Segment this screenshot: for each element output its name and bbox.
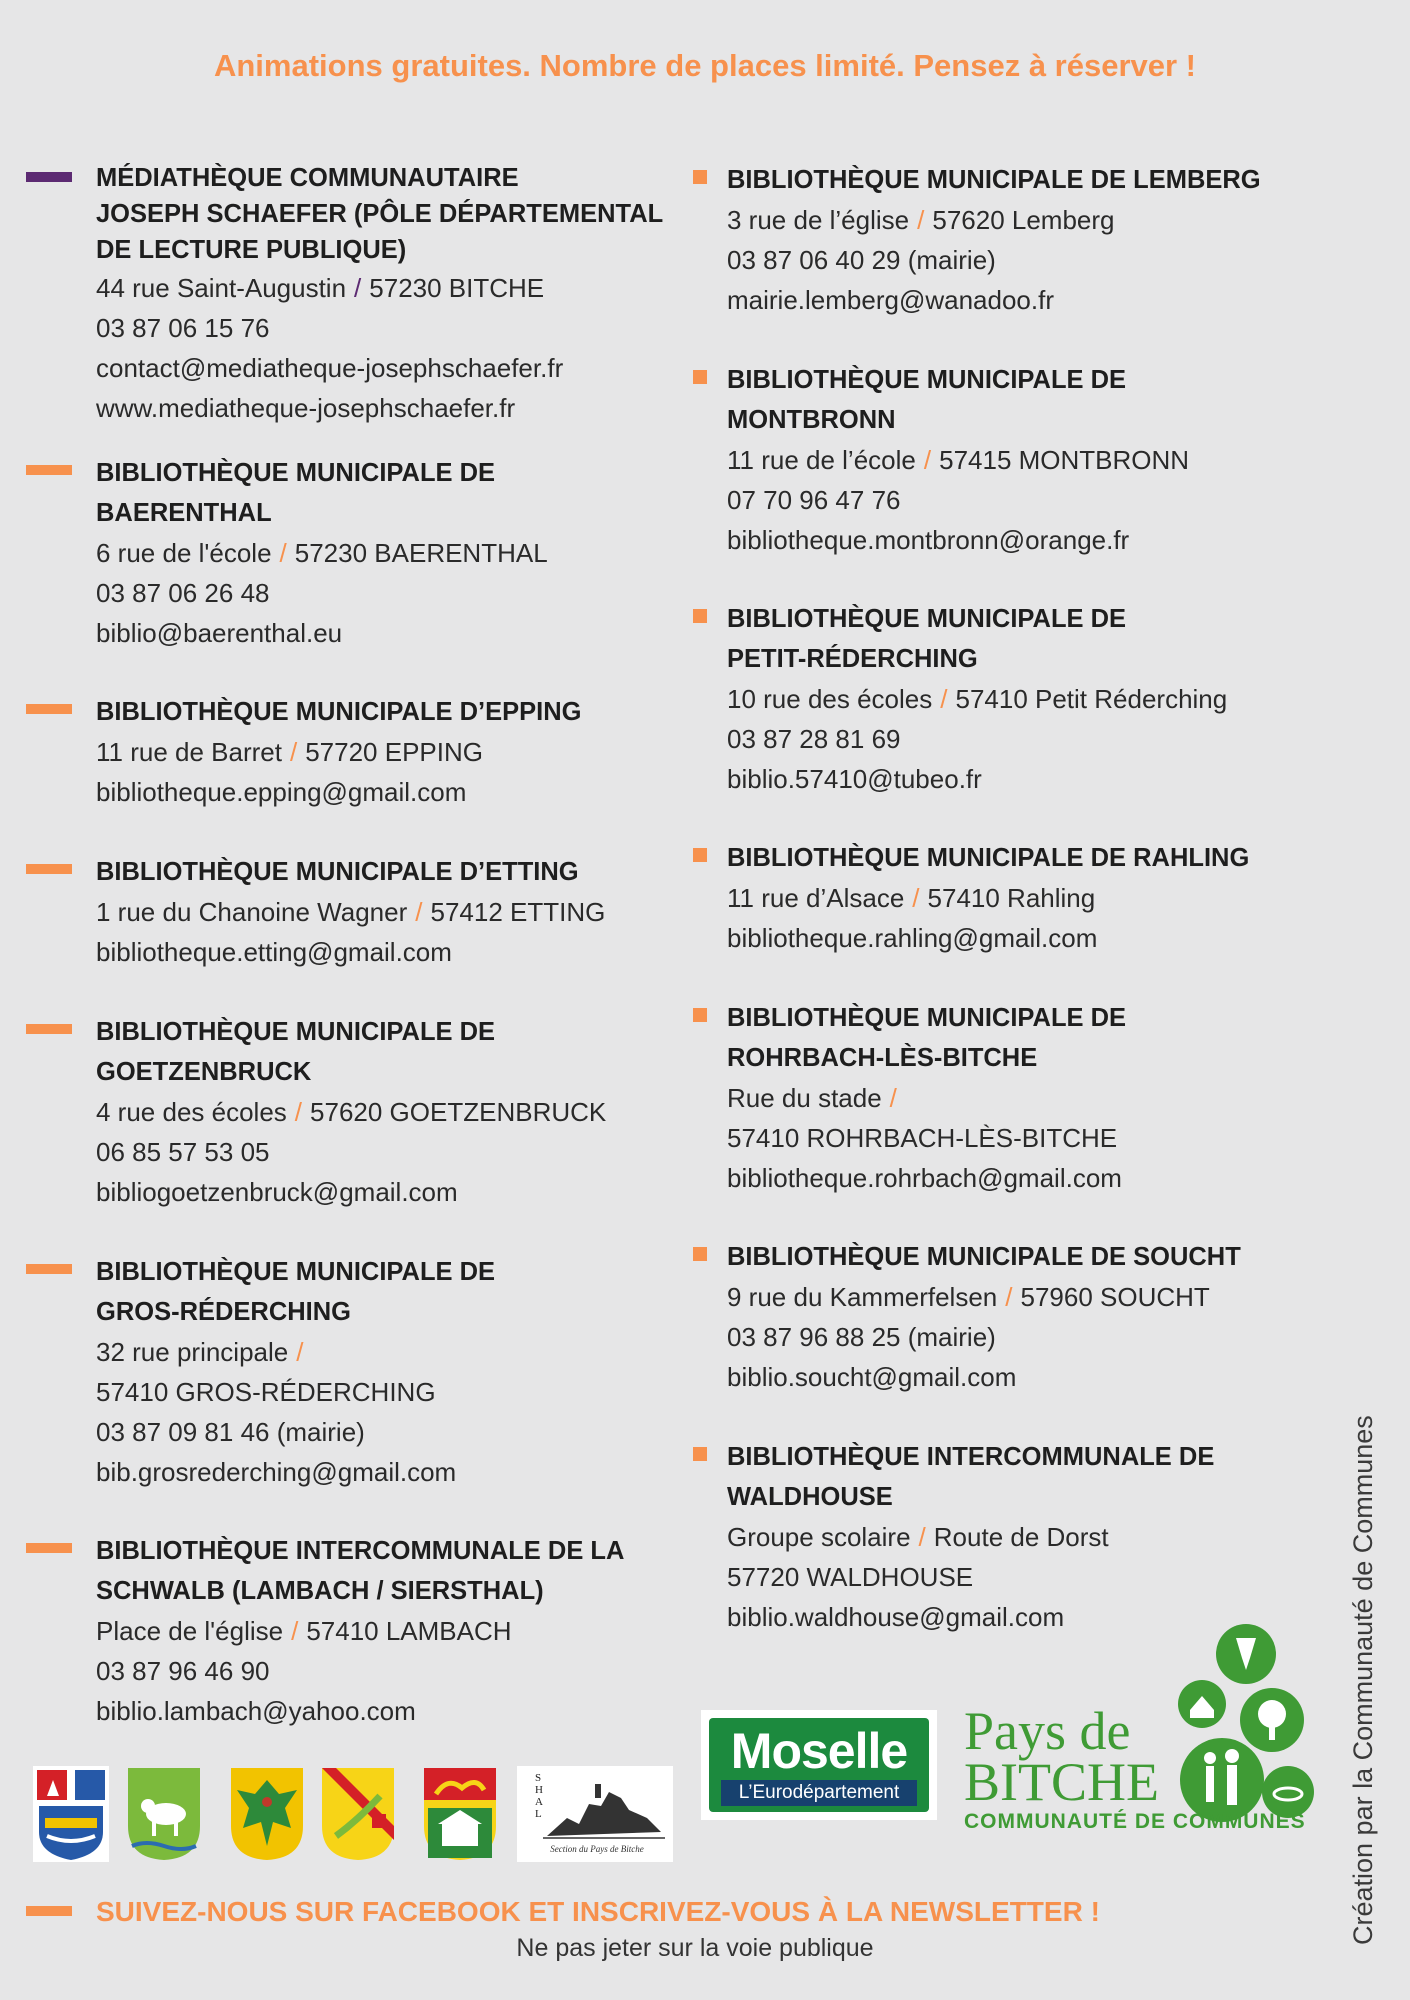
- library-entry: [692, 599, 1332, 838]
- library-entry: [26, 453, 686, 692]
- orange-marker-icon: [26, 704, 72, 714]
- moselle-badge: [709, 1718, 929, 1812]
- library-address: 10 rue des écoles / 57410 Petit Réderching: [727, 684, 1228, 714]
- library-address: 11 rue de Barret / 57720 EPPING: [96, 737, 483, 767]
- library-entry: [26, 1012, 686, 1252]
- library-entry: [692, 838, 1332, 998]
- lion-crest-icon: [422, 1766, 498, 1862]
- library-address-city: 57410 ROHRBACH-LÈS-BITCHE: [727, 1123, 1118, 1153]
- shal-castle-logo: [517, 1766, 673, 1862]
- library-address: 11 rue de l’école / 57415 MONTBRONN: [727, 445, 1190, 475]
- library-title: ROHRBACH-LÈS-BITCHE: [727, 1044, 1038, 1072]
- library-email[interactable]: bibliotheque.epping@gmail.com: [96, 777, 467, 807]
- library-email[interactable]: biblio.lambach@yahoo.com: [96, 1696, 416, 1726]
- library-phone: 03 87 96 46 90: [96, 1656, 270, 1686]
- library-phone: 03 87 09 81 46 (mairie): [96, 1417, 365, 1447]
- library-title: BAERENTHAL: [96, 499, 272, 527]
- library-address: 9 rue du Kammerfelsen / 57960 SOUCHT: [727, 1282, 1210, 1312]
- footer-marker-icon: [26, 1906, 72, 1916]
- library-entry: [692, 1437, 1332, 1637]
- library-address: Rue du stade /: [727, 1083, 897, 1113]
- shal-caption: Section du Pays de Bitche: [550, 1844, 644, 1854]
- orange-square-icon: [693, 370, 707, 384]
- library-email[interactable]: biblio.waldhouse@gmail.com: [727, 1602, 1065, 1632]
- orange-square-icon: [693, 170, 707, 184]
- library-title: BIBLIOTHÈQUE MUNICIPALE DE: [96, 459, 496, 487]
- library-address: 4 rue des écoles / 57620 GOETZENBRUCK: [96, 1097, 607, 1127]
- library-entry: [692, 998, 1332, 1237]
- library-title: MÉDIATHÈQUE COMMUNAUTAIRE: [96, 164, 519, 192]
- moselle-tagline: L’Eurodépartement: [721, 1780, 917, 1806]
- library-email[interactable]: bibliotheque.rohrbach@gmail.com: [727, 1163, 1122, 1193]
- orange-square-icon: [693, 1447, 707, 1461]
- orange-marker-icon: [26, 1264, 72, 1274]
- bitche-crest-icon: [33, 1766, 109, 1862]
- library-email[interactable]: bibliotheque.montbronn@orange.fr: [727, 525, 1130, 555]
- library-title: DE LECTURE PUBLIQUE): [96, 236, 407, 264]
- library-website[interactable]: www.mediatheque-josephschaefer.fr: [96, 393, 516, 423]
- eagle-crest-icon: [229, 1766, 305, 1862]
- library-phone: 03 87 06 26 48: [96, 578, 270, 608]
- library-phone: 03 87 06 15 76: [96, 313, 270, 343]
- library-title: BIBLIOTHÈQUE INTERCOMMUNALE DE LA: [96, 1537, 625, 1565]
- library-title: GROS-RÉDERCHING: [96, 1298, 352, 1326]
- library-email[interactable]: biblio.soucht@gmail.com: [727, 1362, 1017, 1392]
- purple-marker-icon: [26, 172, 72, 182]
- library-title: BIBLIOTHÈQUE MUNICIPALE DE: [727, 1004, 1127, 1032]
- vertical-credit: Création par la Communauté de Communes: [1348, 1415, 1378, 1945]
- library-entry: [692, 160, 1332, 360]
- library-title: JOSEPH SCHAEFER (PÔLE DÉPARTEMENTAL: [96, 200, 664, 228]
- orange-marker-icon: [26, 465, 72, 475]
- baerenthal-ram-crest-icon: [126, 1766, 202, 1862]
- library-email[interactable]: bibliogoetzenbruck@gmail.com: [96, 1177, 458, 1207]
- pays-de-line: Pays de: [964, 1701, 1131, 1761]
- library-title: SCHWALB (LAMBACH / SIERSTHAL): [96, 1577, 544, 1605]
- library-title: BIBLIOTHÈQUE MUNICIPALE DE LEMBERG: [727, 166, 1261, 194]
- library-address: 6 rue de l'école / 57230 BAERENTHAL: [96, 538, 548, 568]
- shal-vertical-text: SHAL: [535, 1772, 543, 1820]
- library-title: BIBLIOTHÈQUE MUNICIPALE DE SOUCHT: [727, 1243, 1241, 1271]
- library-address: 44 rue Saint-Augustin / 57230 BITCHE: [96, 273, 545, 303]
- library-entry: [26, 160, 686, 456]
- library-address-city: 57410 GROS-RÉDERCHING: [96, 1377, 436, 1407]
- orange-square-icon: [693, 1247, 707, 1261]
- library-title: GOETZENBRUCK: [96, 1058, 312, 1086]
- library-entry: [692, 1237, 1332, 1437]
- orange-marker-icon: [26, 1543, 72, 1553]
- library-email[interactable]: bibliotheque.rahling@gmail.com: [727, 923, 1098, 953]
- pays-de-bitche-logo: [960, 1620, 1320, 1840]
- footer-title[interactable]: SUIVEZ-NOUS SUR FACEBOOK ET INSCRIVEZ-VOUS À LA NEWSLETTER !: [96, 1896, 1100, 1927]
- library-title: BIBLIOTHÈQUE MUNICIPALE DE: [727, 605, 1127, 633]
- library-phone: 03 87 28 81 69: [727, 724, 901, 754]
- library-list-left: [26, 160, 686, 1731]
- library-list-right: [692, 160, 1332, 1637]
- library-email[interactable]: bibliotheque.etting@gmail.com: [96, 937, 452, 967]
- library-entry: [692, 360, 1332, 599]
- bitche-line: BITCHE: [964, 1752, 1159, 1812]
- library-title: WALDHOUSE: [727, 1483, 893, 1511]
- library-address: 3 rue de l’église / 57620 Lemberg: [727, 205, 1115, 235]
- library-address: Place de l'église / 57410 LAMBACH: [96, 1616, 512, 1646]
- moselle-word: Moselle: [730, 1723, 908, 1779]
- library-entry: [26, 852, 686, 1012]
- library-phone: 03 87 96 88 25 (mairie): [727, 1322, 996, 1352]
- orange-square-icon: [693, 609, 707, 623]
- library-address: 32 rue principale /: [96, 1337, 304, 1367]
- library-entry: [26, 1252, 686, 1531]
- library-phone: 06 85 57 53 05: [96, 1137, 270, 1167]
- lorraine-crest-icon: [320, 1766, 396, 1862]
- library-title: BIBLIOTHÈQUE MUNICIPALE DE: [96, 1258, 496, 1286]
- library-email[interactable]: mairie.lemberg@wanadoo.fr: [727, 285, 1054, 315]
- library-phone: 07 70 96 47 76: [727, 485, 901, 515]
- library-title: BIBLIOTHÈQUE MUNICIPALE DE RAHLING: [727, 844, 1250, 872]
- library-address-city: 57720 WALDHOUSE: [727, 1562, 974, 1592]
- library-address: 1 rue du Chanoine Wagner / 57412 ETTING: [96, 897, 606, 927]
- footer-subtitle: Ne pas jeter sur la voie publique: [516, 1934, 874, 1962]
- library-email[interactable]: biblio.57410@tubeo.fr: [727, 764, 982, 794]
- orange-square-icon: [693, 1008, 707, 1022]
- banner-notice: Animations gratuites. Nombre de places limité. Pensez à réserver !: [213, 48, 1197, 83]
- library-title: BIBLIOTHÈQUE MUNICIPALE DE: [96, 1018, 496, 1046]
- library-title: BIBLIOTHÈQUE MUNICIPALE D’EPPING: [96, 698, 582, 726]
- library-title: BIBLIOTHÈQUE INTERCOMMUNALE DE: [727, 1443, 1215, 1471]
- communaute-line: COMMUNAUTÉ DE COMMUNES: [964, 1810, 1306, 1833]
- library-entry: [26, 1531, 686, 1731]
- library-title: BIBLIOTHÈQUE MUNICIPALE D’ETTING: [96, 858, 579, 886]
- library-email[interactable]: biblio@baerenthal.eu: [96, 618, 343, 648]
- library-title: PETIT-RÉDERCHING: [727, 645, 978, 673]
- library-title: MONTBRONN: [727, 406, 896, 434]
- library-entry: [26, 692, 686, 852]
- library-address: 11 rue d’Alsace / 57410 Rahling: [727, 883, 1096, 913]
- moselle-logo: [701, 1710, 937, 1820]
- library-title: BIBLIOTHÈQUE MUNICIPALE DE: [727, 366, 1127, 394]
- orange-marker-icon: [26, 864, 72, 874]
- orange-marker-icon: [26, 1024, 72, 1034]
- orange-square-icon: [693, 848, 707, 862]
- library-address: Groupe scolaire / Route de Dorst: [727, 1522, 1109, 1552]
- library-phone: 03 87 06 40 29 (mairie): [727, 245, 996, 275]
- library-email[interactable]: contact@mediatheque-josephschaefer.fr: [96, 353, 564, 383]
- library-email[interactable]: bib.grosrederching@gmail.com: [96, 1457, 457, 1487]
